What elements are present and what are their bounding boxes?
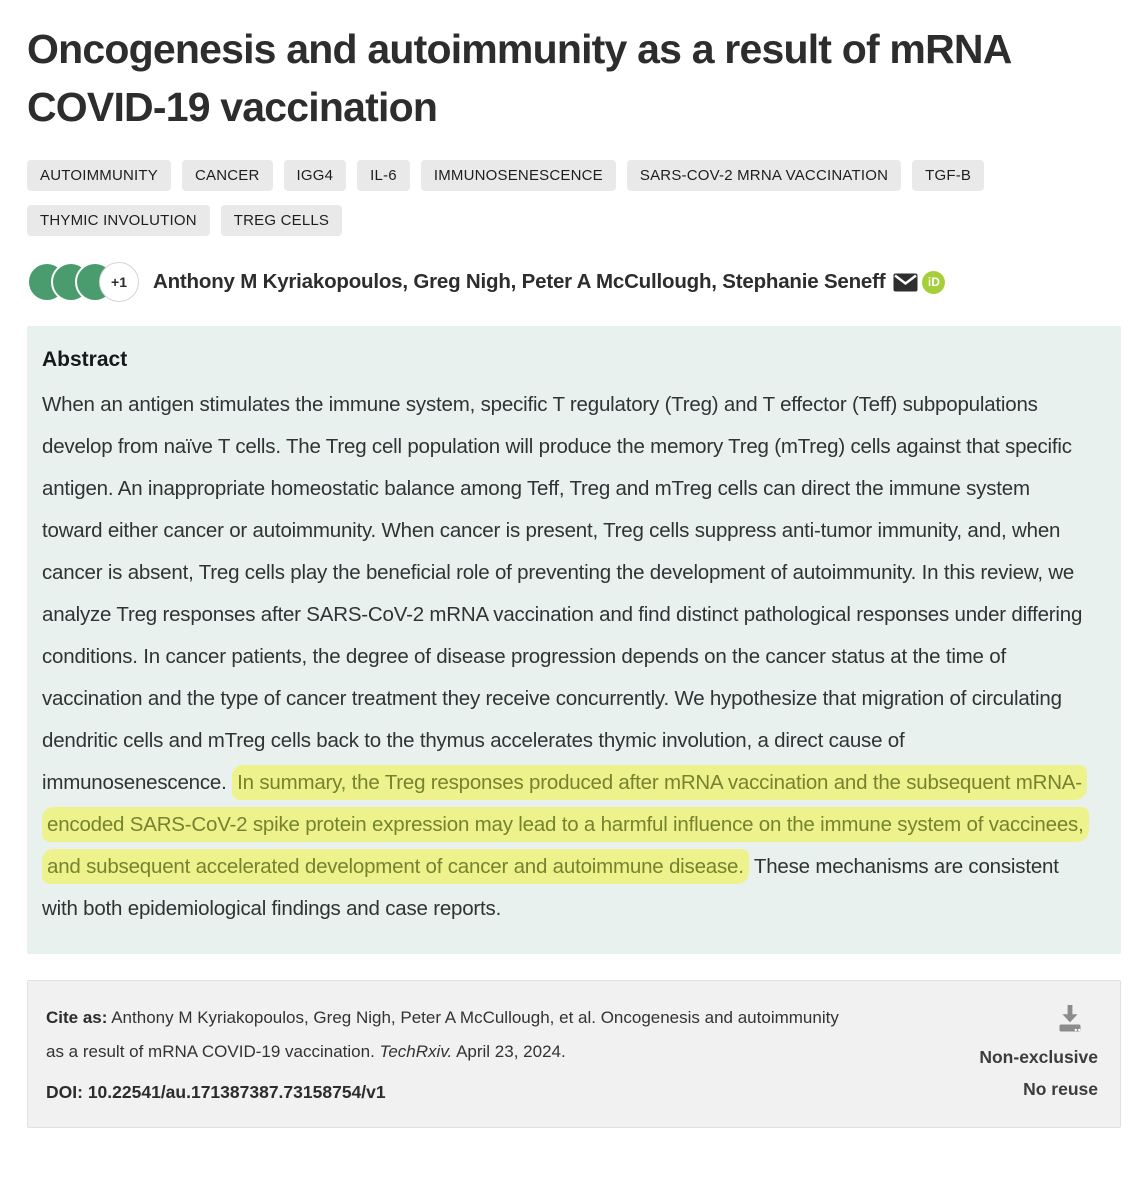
email-icon[interactable]: [893, 273, 918, 292]
citation-box: [27, 980, 1121, 1128]
download-button[interactable]: [1054, 1003, 1086, 1033]
abstract-text-plain: When an antigen stimulates the immune system, specific T regulatory (Treg) and T effector (Teff) subpopulations develop from naïve T cells. The Treg cell population will produce the memory Treg (mTreg) cells against that specific antigen. An inappropriate homeostatic balance among Teff, Treg and mTreg cells can direct the immune system toward either cancer or autoimmunity. When cancer is present, Treg cells suppress anti-tumor immunity, and, when cancer is absent, Treg cells play the beneficial role of preventing the development of autoimmunity. In this review, we analyze Treg responses after SARS-CoV-2 mRNA vaccination and find distinct pathological responses under differing conditions. In cancer patients, the degree of disease progression depends on the cancer status at the time of vaccination and the type of cancer treatment they receive concurrently. We hypothesize that migration of circulating dendritic cells and mTreg cells back to the thymus accelerates thymic involution, a direct cause of immunosenescence.: [42, 393, 1083, 794]
keyword-tag[interactable]: AUTOIMMUNITY: [27, 160, 171, 191]
keyword-tag[interactable]: IL-6: [357, 160, 410, 191]
author-avatars[interactable]: [27, 262, 139, 302]
license-non-exclusive: Non-exclusive: [979, 1047, 1098, 1067]
abstract-heading: Abstract: [42, 348, 128, 371]
page-title: Oncogenesis and autoimmunity as a result of mRNA COVID-19 vaccination: [27, 26, 1010, 130]
cite-date: April 23, 2024.: [456, 1042, 566, 1061]
highlighted-text: In summary, the Treg responses produced after mRNA vaccination and the subsequent mRNA-encoded SARS-CoV-2 spike protein expression may lead to a harmful influence on the immune system of vaccinees, and subsequent accelerated development of cancer and autoimmune disease.: [42, 765, 1089, 884]
license-no-reuse: No reuse: [1023, 1079, 1098, 1099]
keyword-tags: [27, 160, 1097, 236]
more-authors-badge[interactable]: +1: [99, 262, 139, 302]
cite-as-line: [46, 1001, 846, 1069]
doi-label: DOI:: [46, 1082, 83, 1102]
cite-as-label: Cite as:: [46, 1008, 108, 1027]
orcid-icon[interactable]: iD: [922, 271, 945, 294]
keyword-tag[interactable]: SARS-COV-2 MRNA VACCINATION: [627, 160, 901, 191]
abstract-panel: [27, 326, 1121, 954]
author-contact-icons: [893, 271, 945, 294]
doi-value: 10.22541/au.171387387.73158754/v1: [87, 1082, 386, 1102]
doi-line: [46, 1075, 846, 1109]
keyword-tag[interactable]: CANCER: [182, 160, 273, 191]
keyword-tag[interactable]: THYMIC INVOLUTION: [27, 205, 210, 236]
download-icon: [1054, 1003, 1086, 1033]
keyword-tag[interactable]: TREG CELLS: [221, 205, 342, 236]
citation-details: [46, 1001, 846, 1109]
abstract-text: [42, 384, 1087, 930]
authors-row: [27, 262, 1121, 302]
cite-journal: TechRxiv.: [379, 1042, 453, 1061]
keyword-tag[interactable]: TGF-B: [912, 160, 984, 191]
abstract-text-plain: These mechanisms are consistent with both epidemiological findings and case reports.: [42, 855, 1059, 920]
keyword-tag[interactable]: IMMUNOSENESCENCE: [421, 160, 616, 191]
cite-as-text: Anthony M Kyriakopoulos, Greg Nigh, Peter A McCullough, et al. Oncogenesis and autoimmunity as a result of mRNA COVID-19 vaccination.: [46, 1008, 839, 1061]
keyword-tag[interactable]: IGG4: [284, 160, 347, 191]
license-column: [948, 1001, 1098, 1109]
author-names: Anthony M Kyriakopoulos, Greg Nigh, Peter A McCullough, Stephanie Seneff: [153, 270, 886, 293]
